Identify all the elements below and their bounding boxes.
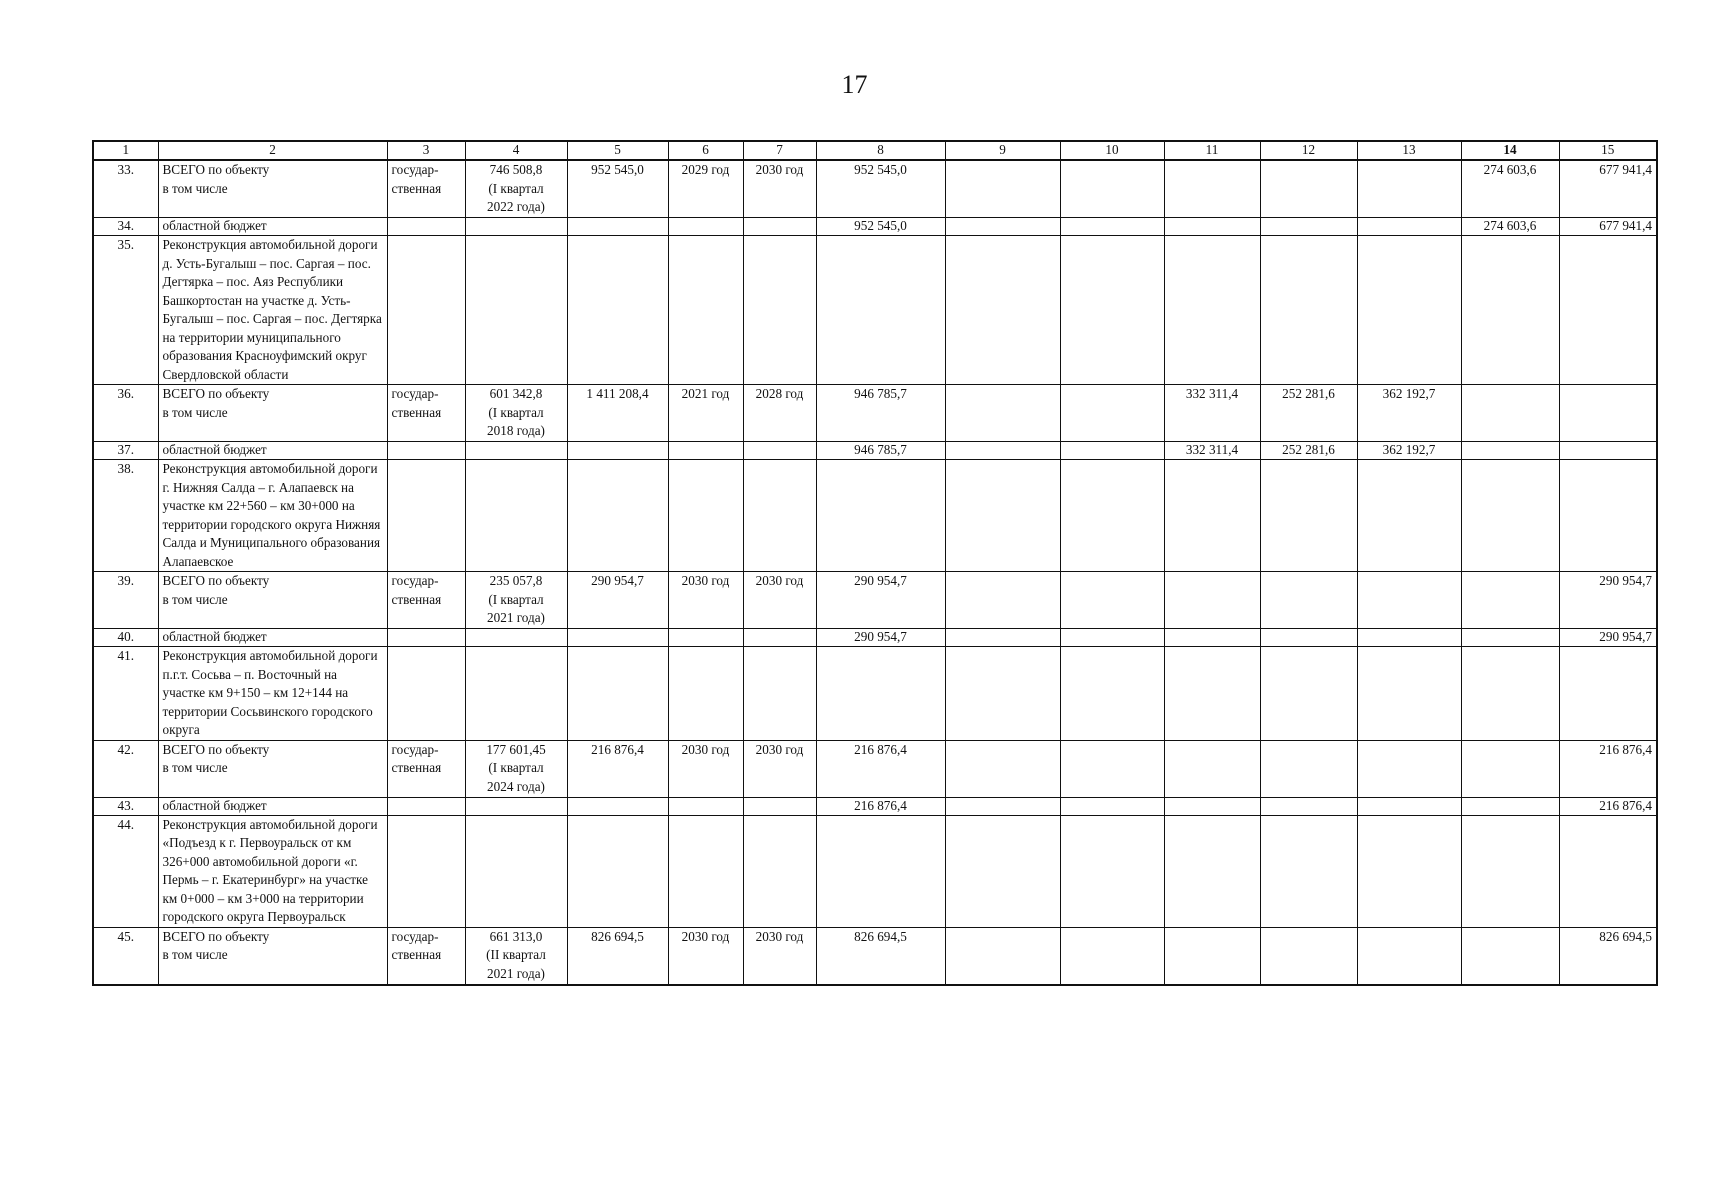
estimated-cost-cell: 661 313,0 (II квартал 2021 года) (465, 927, 567, 985)
end-year-cell (743, 629, 816, 647)
table-row (93, 572, 1657, 629)
table-row (93, 218, 1657, 236)
start-year-cell: 2021 год (668, 385, 743, 442)
amount-col-13 (1357, 160, 1461, 218)
start-year-cell (668, 236, 743, 385)
amount-col-11 (1164, 460, 1260, 572)
amount-col-13: 362 192,7 (1357, 442, 1461, 460)
amount-col-13 (1357, 815, 1461, 927)
end-year-cell: 2030 год (743, 160, 816, 218)
table-row (93, 740, 1657, 797)
total-cost-cell: 952 545,0 (567, 160, 668, 218)
amount-col-11 (1164, 797, 1260, 815)
amount-col-13 (1357, 236, 1461, 385)
table-row (93, 236, 1657, 385)
row-number: 45. (93, 927, 158, 985)
table-row (93, 797, 1657, 815)
amount-col-10 (1060, 647, 1164, 741)
object-name: областной бюджет (158, 442, 387, 460)
total-cost-cell (567, 815, 668, 927)
amount-col-13 (1357, 927, 1461, 985)
start-year-cell (668, 460, 743, 572)
row-number: 35. (93, 236, 158, 385)
object-name: ВСЕГО по объекту в том числе (158, 572, 387, 629)
amount-col-8: 826 694,5 (816, 927, 945, 985)
estimated-cost-cell (465, 815, 567, 927)
amount-col-8: 216 876,4 (816, 740, 945, 797)
amount-col-14 (1461, 385, 1559, 442)
amount-col-10 (1060, 160, 1164, 218)
total-cost-cell (567, 460, 668, 572)
amount-col-9 (945, 236, 1060, 385)
amount-col-14 (1461, 460, 1559, 572)
amount-col-15 (1559, 442, 1657, 460)
amount-col-11: 332 311,4 (1164, 442, 1260, 460)
amount-col-11 (1164, 740, 1260, 797)
amount-col-14 (1461, 572, 1559, 629)
amount-col-9 (945, 442, 1060, 460)
estimated-cost-cell (465, 629, 567, 647)
header-cell-10: 10 (1060, 141, 1164, 160)
amount-col-15: 290 954,7 (1559, 629, 1657, 647)
amount-col-11 (1164, 815, 1260, 927)
amount-col-11 (1164, 572, 1260, 629)
amount-col-8 (816, 647, 945, 741)
amount-col-12 (1260, 236, 1357, 385)
amount-col-8: 946 785,7 (816, 385, 945, 442)
ownership-cell: государ- ственная (387, 160, 465, 218)
header-cell-15: 15 (1559, 141, 1657, 160)
end-year-cell (743, 647, 816, 741)
amount-col-9 (945, 797, 1060, 815)
amount-col-13 (1357, 218, 1461, 236)
start-year-cell (668, 629, 743, 647)
page-number: 17 (841, 70, 868, 99)
amount-col-9 (945, 385, 1060, 442)
amount-col-11: 332 311,4 (1164, 385, 1260, 442)
amount-col-8: 290 954,7 (816, 629, 945, 647)
ownership-cell: государ- ственная (387, 385, 465, 442)
amount-col-14 (1461, 927, 1559, 985)
object-name: Реконструкция автомобильной дороги д. Усть-Бугалыш – пос. Саргая – пос. Дегтярка – пос. Аяз Республики Башкортостан на участке д. Усть-Бугалыш – пос. Саргая – пос. Дегтярка на территории муниципального образования Красноуфимский округ Свердловской области (158, 236, 387, 385)
estimated-cost-cell (465, 647, 567, 741)
amount-col-10 (1060, 385, 1164, 442)
estimated-cost-cell: 177 601,45 (I квартал 2024 года) (465, 740, 567, 797)
amount-col-14 (1461, 647, 1559, 741)
total-cost-cell (567, 218, 668, 236)
total-cost-cell (567, 629, 668, 647)
total-cost-cell (567, 647, 668, 741)
amount-col-9 (945, 160, 1060, 218)
object-name: ВСЕГО по объекту в том числе (158, 927, 387, 985)
object-name: ВСЕГО по объекту в том числе (158, 160, 387, 218)
header-cell-11: 11 (1164, 141, 1260, 160)
header-cell-14: 14 (1461, 141, 1559, 160)
amount-col-12: 252 281,6 (1260, 442, 1357, 460)
header-cell-3: 3 (387, 141, 465, 160)
header-row (93, 141, 1657, 160)
amount-col-8 (816, 460, 945, 572)
start-year-cell (668, 647, 743, 741)
header-cell-13: 13 (1357, 141, 1461, 160)
start-year-cell (668, 218, 743, 236)
amount-col-9 (945, 815, 1060, 927)
amount-col-14 (1461, 797, 1559, 815)
object-name: Реконструкция автомобильной дороги г. Нижняя Салда – г. Алапаевск на участке км 22+560 – км 30+000 на территории городского округа Нижняя Салда и Муниципального образования Алапаевское (158, 460, 387, 572)
amount-col-9 (945, 218, 1060, 236)
amount-col-12 (1260, 740, 1357, 797)
amount-col-12: 252 281,6 (1260, 385, 1357, 442)
total-cost-cell: 216 876,4 (567, 740, 668, 797)
amount-col-10 (1060, 460, 1164, 572)
header-cell-8: 8 (816, 141, 945, 160)
amount-col-9 (945, 460, 1060, 572)
amount-col-13 (1357, 572, 1461, 629)
estimated-cost-cell (465, 218, 567, 236)
amount-col-15: 216 876,4 (1559, 740, 1657, 797)
total-cost-cell (567, 797, 668, 815)
amount-col-11 (1164, 218, 1260, 236)
end-year-cell (743, 815, 816, 927)
ownership-cell (387, 797, 465, 815)
amount-col-15: 216 876,4 (1559, 797, 1657, 815)
end-year-cell (743, 442, 816, 460)
amount-col-11 (1164, 927, 1260, 985)
amount-col-9 (945, 572, 1060, 629)
end-year-cell: 2028 год (743, 385, 816, 442)
total-cost-cell: 290 954,7 (567, 572, 668, 629)
row-number: 40. (93, 629, 158, 647)
table-row (93, 629, 1657, 647)
amount-col-13 (1357, 460, 1461, 572)
amount-col-14: 274 603,6 (1461, 160, 1559, 218)
estimated-cost-cell (465, 460, 567, 572)
ownership-cell (387, 460, 465, 572)
header-cell-9: 9 (945, 141, 1060, 160)
amount-col-15: 826 694,5 (1559, 927, 1657, 985)
table-row (93, 160, 1657, 218)
amount-col-11 (1164, 236, 1260, 385)
amount-col-13 (1357, 797, 1461, 815)
ownership-cell: государ- ственная (387, 740, 465, 797)
amount-col-11 (1164, 629, 1260, 647)
start-year-cell (668, 797, 743, 815)
amount-col-15: 677 941,4 (1559, 218, 1657, 236)
amount-col-9 (945, 927, 1060, 985)
row-number: 34. (93, 218, 158, 236)
amount-col-14 (1461, 629, 1559, 647)
amount-col-14 (1461, 740, 1559, 797)
total-cost-cell (567, 442, 668, 460)
amount-col-10 (1060, 815, 1164, 927)
start-year-cell: 2030 год (668, 927, 743, 985)
amount-col-10 (1060, 572, 1164, 629)
row-number: 38. (93, 460, 158, 572)
object-name: ВСЕГО по объекту в том числе (158, 385, 387, 442)
estimated-cost-cell (465, 236, 567, 385)
start-year-cell (668, 442, 743, 460)
amount-col-10 (1060, 927, 1164, 985)
table-row (93, 460, 1657, 572)
end-year-cell: 2030 год (743, 927, 816, 985)
amount-col-15: 677 941,4 (1559, 160, 1657, 218)
header-cell-6: 6 (668, 141, 743, 160)
ownership-cell (387, 218, 465, 236)
amount-col-8 (816, 815, 945, 927)
amount-col-14 (1461, 815, 1559, 927)
end-year-cell (743, 797, 816, 815)
row-number: 43. (93, 797, 158, 815)
amount-col-8: 290 954,7 (816, 572, 945, 629)
amount-col-8: 952 545,0 (816, 160, 945, 218)
amount-col-10 (1060, 629, 1164, 647)
amount-col-10 (1060, 740, 1164, 797)
amount-col-9 (945, 740, 1060, 797)
object-name: областной бюджет (158, 218, 387, 236)
header-cell-5: 5 (567, 141, 668, 160)
amount-col-12 (1260, 629, 1357, 647)
investment-table (92, 140, 1658, 986)
amount-col-10 (1060, 442, 1164, 460)
object-name: областной бюджет (158, 797, 387, 815)
amount-col-11 (1164, 647, 1260, 741)
amount-col-15 (1559, 815, 1657, 927)
end-year-cell (743, 218, 816, 236)
amount-col-8: 946 785,7 (816, 442, 945, 460)
header-cell-4: 4 (465, 141, 567, 160)
start-year-cell (668, 815, 743, 927)
header-cell-7: 7 (743, 141, 816, 160)
amount-col-15 (1559, 647, 1657, 741)
amount-col-10 (1060, 236, 1164, 385)
object-name: областной бюджет (158, 629, 387, 647)
amount-col-12 (1260, 927, 1357, 985)
table-row (93, 385, 1657, 442)
amount-col-10 (1060, 218, 1164, 236)
estimated-cost-cell: 746 508,8 (I квартал 2022 года) (465, 160, 567, 218)
ownership-cell (387, 815, 465, 927)
object-name: Реконструкция автомобильной дороги п.г.т. Сосьва – п. Восточный на участке км 9+150 – км 12+144 на территории Сосьвинского городского округа (158, 647, 387, 741)
object-name: ВСЕГО по объекту в том числе (158, 740, 387, 797)
table-row (93, 647, 1657, 741)
amount-col-12 (1260, 815, 1357, 927)
amount-col-12 (1260, 797, 1357, 815)
row-number: 36. (93, 385, 158, 442)
amount-col-9 (945, 629, 1060, 647)
ownership-cell: государ- ственная (387, 927, 465, 985)
end-year-cell: 2030 год (743, 572, 816, 629)
header-cell-12: 12 (1260, 141, 1357, 160)
amount-col-10 (1060, 797, 1164, 815)
amount-col-12 (1260, 218, 1357, 236)
amount-col-8: 952 545,0 (816, 218, 945, 236)
ownership-cell (387, 236, 465, 385)
table-row (93, 815, 1657, 927)
estimated-cost-cell: 601 342,8 (I квартал 2018 года) (465, 385, 567, 442)
amount-col-14: 274 603,6 (1461, 218, 1559, 236)
row-number: 33. (93, 160, 158, 218)
row-number: 44. (93, 815, 158, 927)
amount-col-12 (1260, 572, 1357, 629)
amount-col-13: 362 192,7 (1357, 385, 1461, 442)
amount-col-8 (816, 236, 945, 385)
end-year-cell (743, 236, 816, 385)
object-name: Реконструкция автомобильной дороги «Подъезд к г. Первоуральск от км 326+000 автомобильной дороги «г. Пермь – г. Екатеринбург» на участке км 0+000 – км 3+000 на территории городского округа Первоуральск (158, 815, 387, 927)
total-cost-cell: 1 411 208,4 (567, 385, 668, 442)
amount-col-15 (1559, 385, 1657, 442)
ownership-cell (387, 629, 465, 647)
total-cost-cell: 826 694,5 (567, 927, 668, 985)
header-cell-2: 2 (158, 141, 387, 160)
amount-col-11 (1164, 160, 1260, 218)
row-number: 41. (93, 647, 158, 741)
ownership-cell: государ- ственная (387, 572, 465, 629)
end-year-cell: 2030 год (743, 740, 816, 797)
amount-col-15 (1559, 236, 1657, 385)
total-cost-cell (567, 236, 668, 385)
amount-col-14 (1461, 236, 1559, 385)
amount-col-13 (1357, 647, 1461, 741)
start-year-cell: 2029 год (668, 160, 743, 218)
estimated-cost-cell: 235 057,8 (I квартал 2021 года) (465, 572, 567, 629)
header-cell-1: 1 (93, 141, 158, 160)
amount-col-15: 290 954,7 (1559, 572, 1657, 629)
ownership-cell (387, 647, 465, 741)
amount-col-12 (1260, 160, 1357, 218)
ownership-cell (387, 442, 465, 460)
amount-col-12 (1260, 460, 1357, 572)
amount-col-15 (1559, 460, 1657, 572)
amount-col-13 (1357, 629, 1461, 647)
start-year-cell: 2030 год (668, 572, 743, 629)
start-year-cell: 2030 год (668, 740, 743, 797)
estimated-cost-cell (465, 442, 567, 460)
estimated-cost-cell (465, 797, 567, 815)
row-number: 42. (93, 740, 158, 797)
end-year-cell (743, 460, 816, 572)
table-row (93, 442, 1657, 460)
table-row (93, 927, 1657, 985)
amount-col-8: 216 876,4 (816, 797, 945, 815)
amount-col-14 (1461, 442, 1559, 460)
amount-col-12 (1260, 647, 1357, 741)
row-number: 39. (93, 572, 158, 629)
row-number: 37. (93, 442, 158, 460)
amount-col-9 (945, 647, 1060, 741)
amount-col-13 (1357, 740, 1461, 797)
